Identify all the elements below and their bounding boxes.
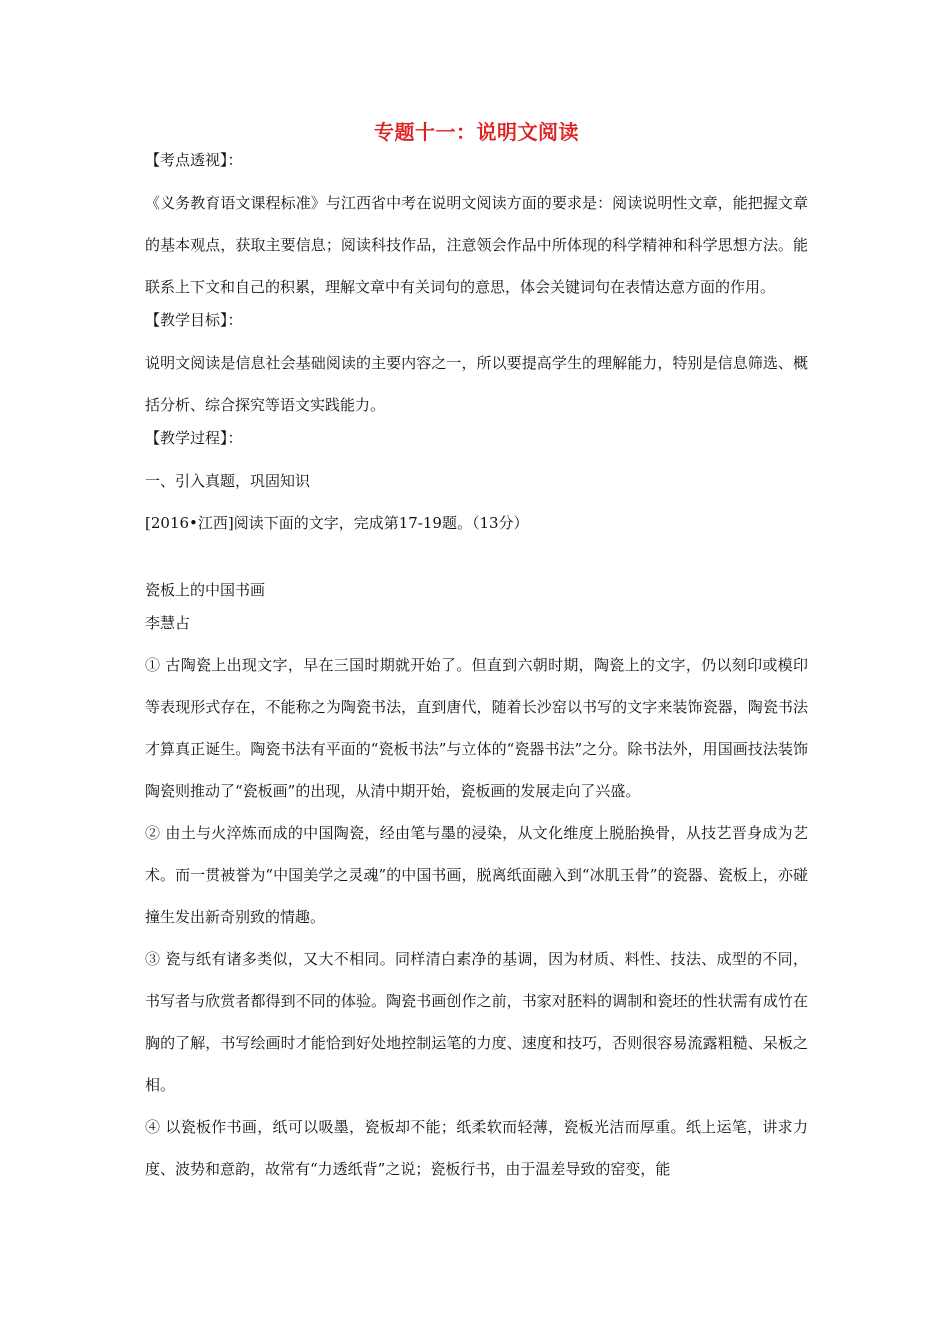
mubiao-heading: 【教学目标】： <box>145 311 243 329</box>
guocheng-heading: 【教学过程】： <box>145 429 243 447</box>
spacer <box>145 332 808 342</box>
spacer <box>145 544 808 578</box>
article-author: 李慧占 <box>145 614 191 632</box>
article-title: 瓷板上的中国书画 <box>145 581 266 599</box>
spacer <box>145 450 808 460</box>
document-page <box>145 118 808 1190</box>
article-paragraph: ③ 瓷与纸有诸多类似，又大不相同。同样清白素净的基调，因为材质、料性、技法、成型的不同，书写者与欣赏者都得到不同的体验。陶瓷书画创作之前，书家对胚料的调制和瓷坯的性状需有成竹在胸的了解，书写绘画时才能恰到好处地控制运笔的力度、速度和技巧，否则很容易流露粗糙、呆板之相。 <box>145 950 808 1094</box>
spacer <box>145 172 808 182</box>
step-one: 一、引入真题，巩固知识 <box>145 472 311 490</box>
question-intro: [2016•江西]阅读下面的文字，完成第17-19题。（13分） <box>145 514 529 532</box>
article-paragraph: ② 由土与火淬炼而成的中国陶瓷，经由笔与墨的浸染，从文化维度上脱胎换骨，从技艺晋身成为艺术。而一贯被誉为“中国美学之灵魂”的中国书画，脱离纸面融入到“冰肌玉骨”的瓷器、瓷板上，亦碰撞生发出新奇别致的情趣。 <box>145 824 808 926</box>
document-title: 专题十一：说明文阅读 <box>374 120 579 144</box>
kaodian-text: 《义务教育语文课程标准》与江西省中考在说明文阅读方面的要求是：阅读说明性文章，能把握文章的基本观点，获取主要信息；阅读科技作品，注意领会作品中所体现的科学精神和科学思想方法。能联系上下文和自己的积累，理解文章中有关词句的意思，体会关键词句在表情达意方面的作用。 <box>145 194 808 296</box>
article-paragraph: ① 古陶瓷上出现文字，早在三国时期就开始了。但直到六朝时期，陶瓷上的文字，仍以刻印或模印等表现形式存在，不能称之为陶瓷书法，直到唐代，随着长沙窑以书写的文字来装饰瓷器，陶瓷书法才算真正诞生。陶瓷书法有平面的“瓷板书法”与立体的“瓷器书法”之分。除书法外，用国画技法装饰陶瓷则推动了“瓷板画”的出现，从清中期开始，瓷板画的发展走向了兴盛。 <box>145 656 808 800</box>
article-paragraph: ④ 以瓷板作书画，纸可以吸墨，瓷板却不能；纸柔软而轻薄，瓷板光洁而厚重。纸上运笔，讲求力度、波势和意韵，故常有“力透纸背”之说；瓷板行书，由于温差导致的窑变，能 <box>145 1118 808 1178</box>
kaodian-heading: 【考点透视】： <box>145 151 243 169</box>
mubiao-text: 说明文阅读是信息社会基础阅读的主要内容之一，所以要提高学生的理解能力，特别是信息筛选、概括分析、综合探究等语文实践能力。 <box>145 354 808 414</box>
